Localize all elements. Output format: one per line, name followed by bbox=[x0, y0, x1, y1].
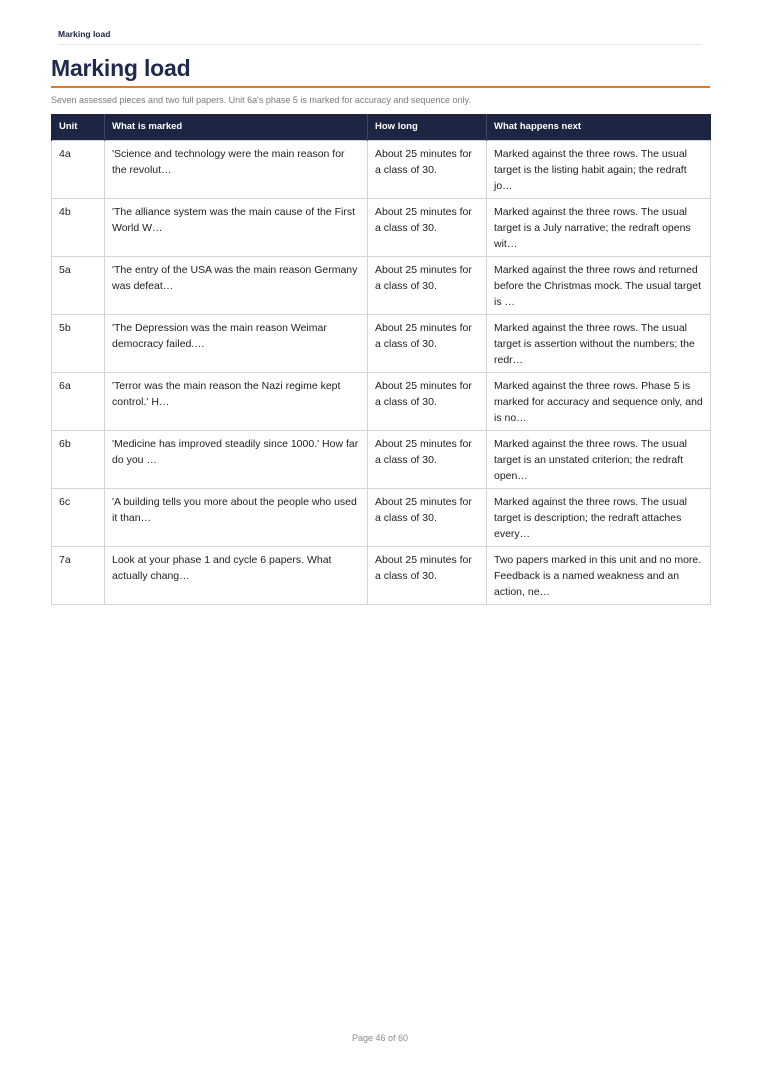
cell-how-long: About 25 minutes for a class of 30. bbox=[368, 141, 487, 199]
cell-unit: 5a bbox=[52, 257, 105, 315]
cell-how-long: About 25 minutes for a class of 30. bbox=[368, 547, 487, 605]
page-subtitle: Seven assessed pieces and two full papers. Unit 6a's phase 5 is marked for accuracy and sequence only. bbox=[51, 95, 471, 105]
table-row bbox=[52, 257, 711, 315]
cell-what-is-marked: 'Medicine has improved steadily since 1000.' How far do you … bbox=[105, 431, 368, 489]
cell-what-happens-next: Marked against the three rows. The usual target is the listing habit again; the redraft jo… bbox=[487, 141, 711, 199]
table-row bbox=[52, 373, 711, 431]
column-header-how-long: How long bbox=[368, 114, 487, 141]
cell-what-is-marked: 'The alliance system was the main cause of the First World W… bbox=[105, 199, 368, 257]
cell-what-is-marked: 'Terror was the main reason the Nazi regime kept control.' H… bbox=[105, 373, 368, 431]
cell-what-is-marked: 'A building tells you more about the people who used it than… bbox=[105, 489, 368, 547]
title-underline bbox=[51, 86, 710, 88]
cell-unit: 4a bbox=[52, 141, 105, 199]
table-row bbox=[52, 489, 711, 547]
cell-unit: 6b bbox=[52, 431, 105, 489]
cell-how-long: About 25 minutes for a class of 30. bbox=[368, 199, 487, 257]
cell-how-long: About 25 minutes for a class of 30. bbox=[368, 431, 487, 489]
table-row bbox=[52, 141, 711, 199]
cell-unit: 7a bbox=[52, 547, 105, 605]
cell-what-happens-next: Marked against the three rows. The usual target is a July narrative; the redraft opens wit… bbox=[487, 199, 711, 257]
cell-unit: 6a bbox=[52, 373, 105, 431]
page-number: Page 46 of 60 bbox=[351, 1033, 409, 1043]
table-row bbox=[52, 431, 711, 489]
cell-what-is-marked: Look at your phase 1 and cycle 6 papers. What actually chang… bbox=[105, 547, 368, 605]
cell-unit: 5b bbox=[52, 315, 105, 373]
cell-how-long: About 25 minutes for a class of 30. bbox=[368, 489, 487, 547]
cell-how-long: About 25 minutes for a class of 30. bbox=[368, 257, 487, 315]
cell-what-is-marked: 'Science and technology were the main reason for the revolut… bbox=[105, 141, 368, 199]
table-row bbox=[52, 199, 711, 257]
cell-what-happens-next: Marked against the three rows. The usual target is description; the redraft attaches every… bbox=[487, 489, 711, 547]
cell-how-long: About 25 minutes for a class of 30. bbox=[368, 373, 487, 431]
table-row bbox=[52, 547, 711, 605]
table-header-row bbox=[52, 114, 711, 141]
marking-load-table bbox=[51, 114, 711, 605]
page-title: Marking load bbox=[51, 55, 191, 81]
cell-how-long: About 25 minutes for a class of 30. bbox=[368, 315, 487, 373]
column-header-what-is-marked: What is marked bbox=[105, 114, 368, 141]
cell-what-happens-next: Two papers marked in this unit and no more. Feedback is a named weakness and an action, ne… bbox=[487, 547, 711, 605]
cell-unit: 6c bbox=[52, 489, 105, 547]
cell-what-happens-next: Marked against the three rows. The usual target is an unstated criterion; the redraft open… bbox=[487, 431, 711, 489]
cell-what-is-marked: 'The Depression was the main reason Weimar democracy failed.… bbox=[105, 315, 368, 373]
table-row bbox=[52, 315, 711, 373]
column-header-what-happens-next: What happens next bbox=[487, 114, 711, 141]
running-header: Marking load bbox=[58, 29, 702, 45]
cell-unit: 4b bbox=[52, 199, 105, 257]
cell-what-happens-next: Marked against the three rows. The usual target is assertion without the numbers; the redr… bbox=[487, 315, 711, 373]
column-header-unit: Unit bbox=[52, 114, 105, 141]
cell-what-is-marked: 'The entry of the USA was the main reason Germany was defeat… bbox=[105, 257, 368, 315]
cell-what-happens-next: Marked against the three rows and returned before the Christmas mock. The usual target is … bbox=[487, 257, 711, 315]
cell-what-happens-next: Marked against the three rows. Phase 5 is marked for accuracy and sequence only, and is no… bbox=[487, 373, 711, 431]
